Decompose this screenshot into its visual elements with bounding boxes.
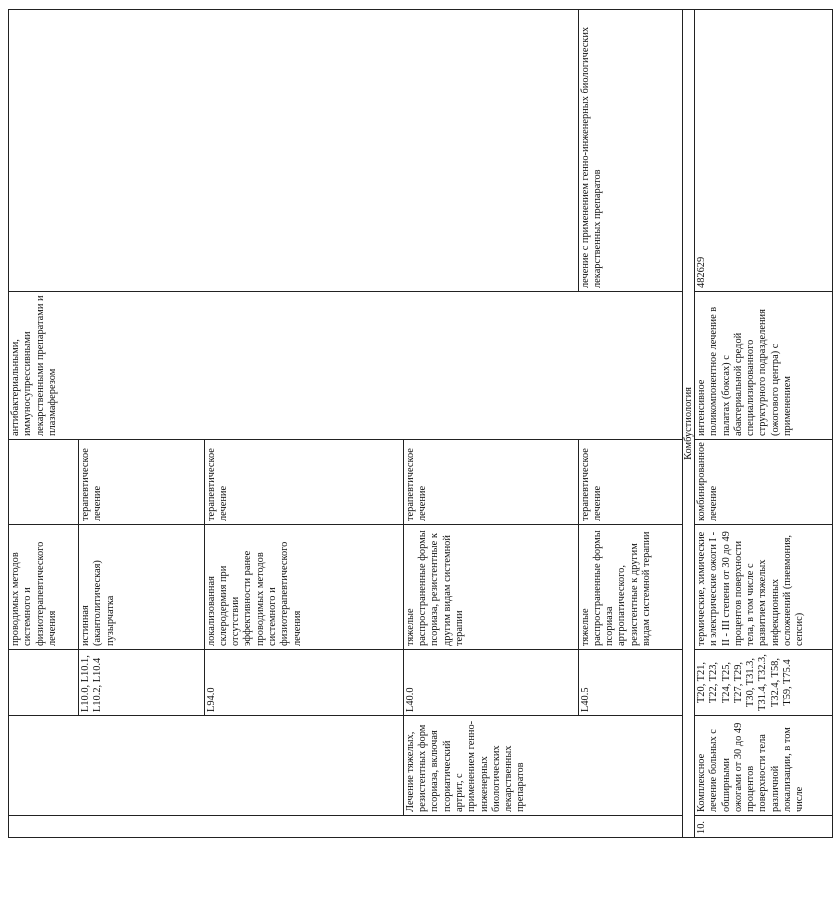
name-cell <box>9 716 404 816</box>
section-title: Комбустиология <box>682 10 694 838</box>
diagnosis-cell: проводимых методов системного и физиотерапевтического лечения <box>9 525 79 650</box>
table-row <box>695 10 833 838</box>
table-row <box>9 10 79 838</box>
rotated-page <box>8 10 806 838</box>
treatment-type-cell: терапевтическое лечение <box>79 440 205 525</box>
method-cell: лечение с применением генно-инженерных биологических лекарственных препаратов <box>578 10 682 292</box>
diagnosis-cell: термические, химические и электрические ожоги I - II - III степени от 30 до 49 процентов поверхности тела, в том числе с развитием тяжелых инфекционных осложнений (пневмония, сепсис) <box>695 525 833 650</box>
diagnosis-cell: локализованная склеродермия при отсутствии эффективности ранее проводимых методов системного и физиотерапевтического лечения <box>204 525 403 650</box>
treatment-type-cell: комбинированное лечение <box>695 440 833 525</box>
cost-cell: 482629 <box>695 10 833 292</box>
codes-cell <box>9 650 79 716</box>
treatment-type-cell: терапевтическое лечение <box>204 440 403 525</box>
cost-cell <box>9 10 579 292</box>
codes-cell: L40.0 <box>403 650 578 716</box>
codes-cell: L94.0 <box>204 650 403 716</box>
codes-cell: L40.5 <box>578 650 682 716</box>
treatment-type-cell: терапевтическое лечение <box>403 440 578 525</box>
codes-cell: T20, T21, T22, T23, T24, T25, T27, T29, T30, T31.3, T31.4, T32.3, T32.4, T58, T59, T75.4 <box>695 650 833 716</box>
method-cell: интенсивное поликомпонентное лечение в палатах (боксах) с абактериальной средой специализированного структурного подразделения (ожогового центра) с применением <box>695 292 833 440</box>
section-row <box>682 10 694 838</box>
treatment-type-cell <box>9 440 79 525</box>
diagnosis-cell: тяжелые распространенные формы псориаза, резистентные к другим видам системной терапии <box>403 525 578 650</box>
diagnosis-cell: тяжелые распространенные формы псориаза артропатического, резистентные к другим видам системной терапии <box>578 525 682 650</box>
codes-cell: L10.0, L10.1, L10.2, L10.4 <box>79 650 205 716</box>
name-cell: Комплексное лечение больных с обширными ожогами от 30 до 49 процентов поверхности тела различной локализации, в том числе <box>695 716 833 816</box>
vmp-table <box>8 9 833 838</box>
name-cell: Лечение тяжелых, резистентных форм псориаза, включая псориатический артрит, с применением генно-инженерных биологических лекарственных препаратов <box>403 716 682 816</box>
method-cell: антибактериальными, иммуносупрессивными лекарственными препаратами и плазмаферезом <box>9 292 683 440</box>
treatment-type-cell: терапевтическое лечение <box>578 440 682 525</box>
number-cell: 10. <box>695 816 833 838</box>
diagnosis-cell: истинная (акантолитическая) пузырчатка <box>79 525 205 650</box>
number-cell <box>9 816 683 838</box>
